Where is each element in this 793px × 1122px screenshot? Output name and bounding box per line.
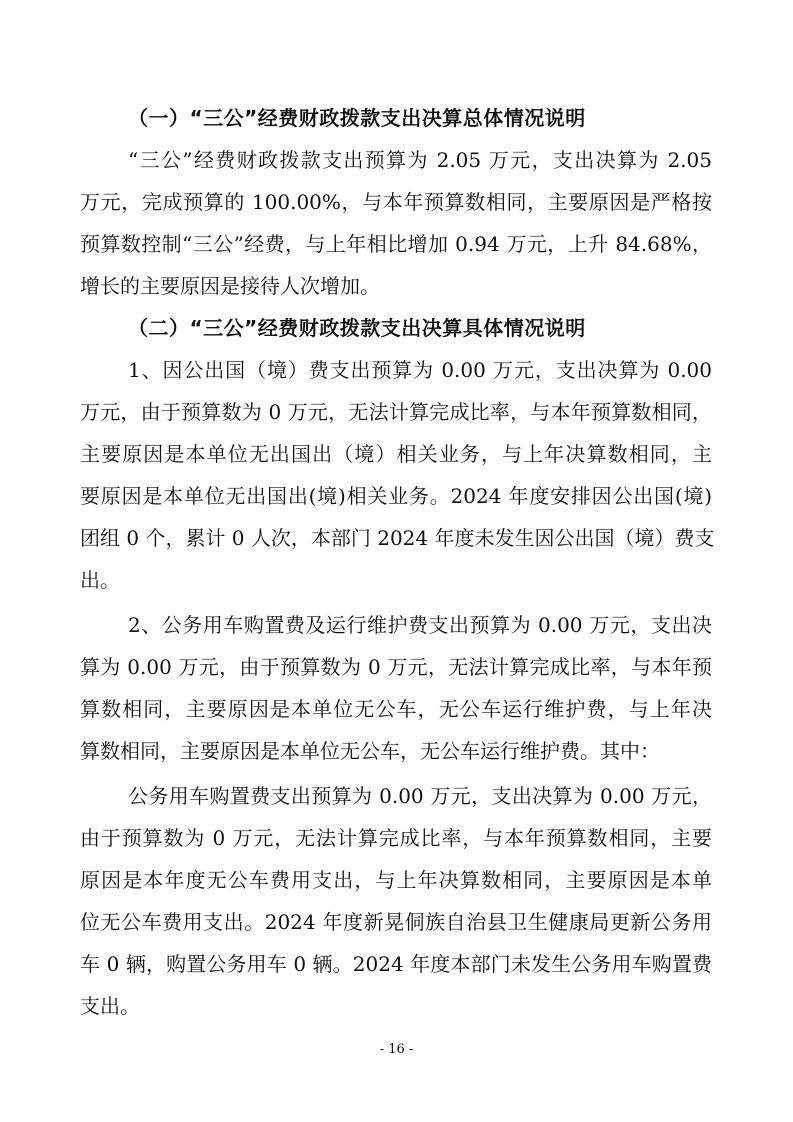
paragraph-line: 要原因是本单位无出国出(境)相关业务。2024 年度安排因公出国(境)	[80, 484, 712, 508]
paragraph-line: 公务用车购置费支出预算为 0.00 万元，支出决算为 0.00 万元，	[128, 784, 712, 808]
paragraph-line: 由于预算数为 0 万元，无法计算完成比率，与本年预算数相同，主要	[80, 826, 712, 850]
paragraph-line: 2、公务用车购置费及运行维护费支出预算为 0.00 万元，支出决	[128, 613, 712, 637]
paragraph-line: 出。	[80, 568, 120, 592]
page-number: - 16 -	[379, 1042, 414, 1057]
paragraph-line: 车 0 辆，购置公务用车 0 辆。2024 年度本部门未发生公务用车购置费	[80, 952, 712, 976]
section-heading: （一）“三公”经费财政拨款支出决算总体情况说明	[128, 106, 586, 130]
paragraph-line: 原因是本年度无公车费用支出，与上年决算数相同，主要原因是本单	[80, 868, 712, 892]
paragraph-line: 算为 0.00 万元，由于预算数为 0 万元，无法计算完成比率，与本年预	[80, 655, 712, 679]
paragraph-line: 1、因公出国（境）费支出预算为 0.00 万元，支出决算为 0.00	[128, 358, 712, 382]
paragraph-line: “三公”经费财政拨款支出预算为 2.05 万元，支出决算为 2.05	[128, 148, 712, 172]
paragraph	[80, 775, 712, 1027]
paragraph-line: 万元，由于预算数为 0 万元，无法计算完成比率，与本年预算数相同，	[80, 400, 712, 424]
document-body	[80, 97, 715, 1027]
paragraph-line: 位无公车费用支出。2024 年度新晃侗族自治县卫生健康局更新公务用	[80, 910, 712, 934]
paragraph-line: 算数相同，主要原因是本单位无公车，无公车运行维护费。其中：	[80, 739, 660, 763]
paragraph-line: 支出。	[80, 994, 140, 1018]
paragraph-line: 主要原因是本单位无出国出（境）相关业务，与上年决算数相同，主	[80, 442, 712, 466]
paragraph	[80, 604, 712, 772]
paragraph	[80, 349, 715, 601]
paragraph-line: 万元，完成预算的 100.00%，与本年预算数相同，主要原因是严格按	[80, 190, 712, 214]
paragraph-line: 团组 0 个，累计 0 人次，本部门 2024 年度未发生因公出国（境）费支	[80, 526, 715, 550]
paragraph	[80, 139, 712, 307]
section-heading: （二）“三公”经费财政拨款支出决算具体情况说明	[128, 316, 586, 340]
paragraph-line: 增长的主要原因是接待人次增加。	[80, 274, 380, 298]
paragraph-line: 预算数控制“三公”经费，与上年相比增加 0.94 万元，上升 84.68%，	[80, 232, 712, 256]
paragraph-line: 算数相同，主要原因是本单位无公车，无公车运行维护费，与上年决	[80, 697, 712, 721]
